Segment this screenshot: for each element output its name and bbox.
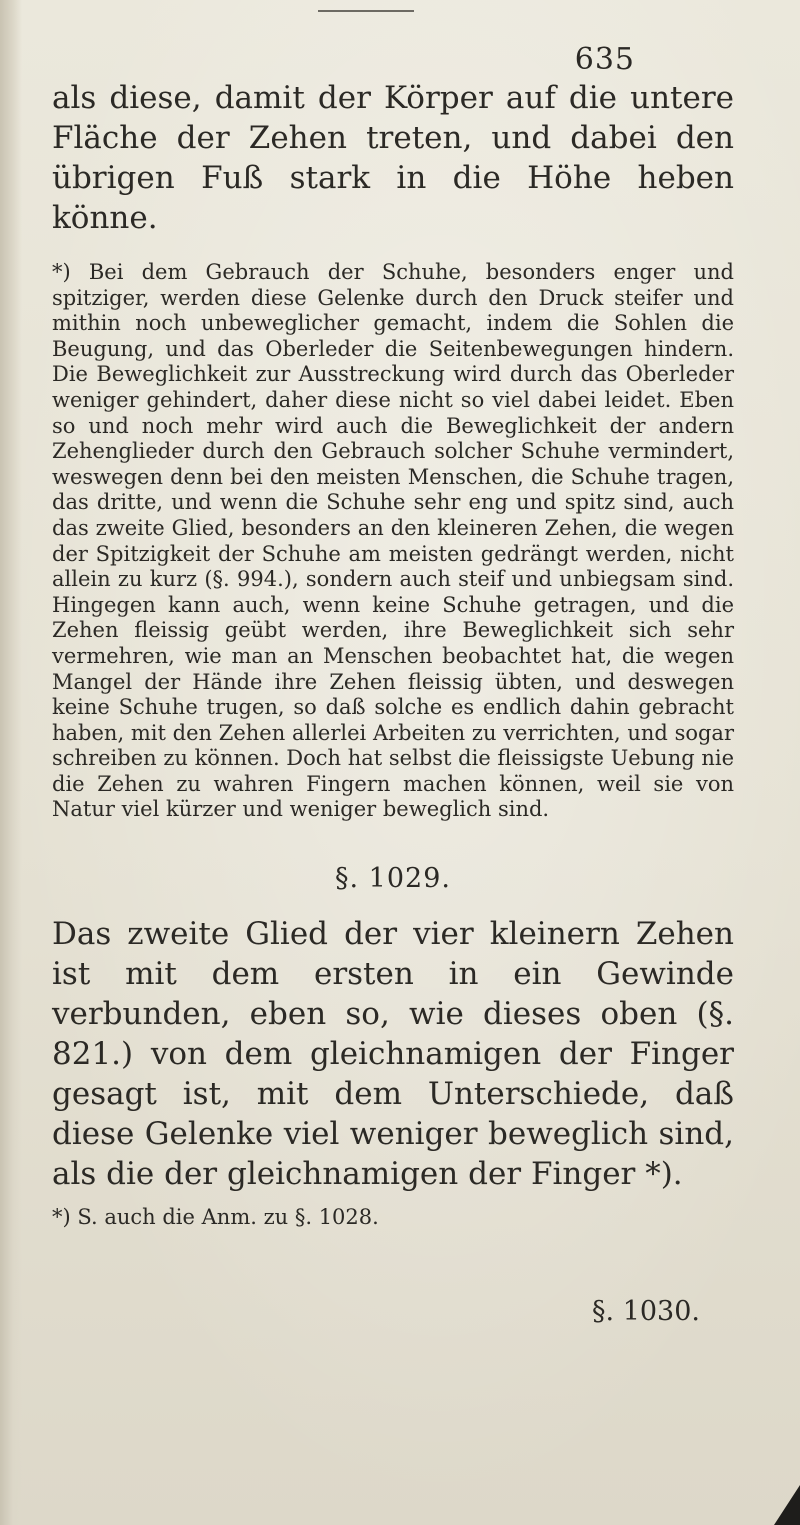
header-rule: [318, 10, 414, 12]
corner-mark: [774, 1485, 800, 1525]
page-binding-edge: [0, 0, 22, 1525]
paragraph-continuation: als diese, damit der Körper auf die untere Fläche der Zehen treten, und dabei den übrigen Fuß stark in die Höhe heben könne.: [52, 80, 734, 236]
footnote-shoes: *) Bei dem Gebrauch der Schuhe, besonders enger und spitziger, werden diese Gelenke durch den Druck steifer und mithin noch unbeweglicher gemacht, indem die Sohlen die Beugung, und das Oberleder die Seitenbewegungen hindern. Die Beweglichkeit zur Ausstreckung wird durch das Oberleder weniger gehindert, daher diese nicht so viel dabei leidet. Eben so und noch mehr wird auch die Beweglichkeit der andern Zehenglieder durch den Gebrauch solcher Schuhe vermindert, weswegen denn bei den meisten Menschen, die Schuhe tragen, das dritte, und wenn die Schuhe sehr eng und spitz sind, auch das zweite Glied, besonders an den kleineren Zehen, die wegen der Spitzigkeit der Schuhe am meisten gedrängt werden, nicht allein zu kurz (§. 994.), sondern auch steif und unbiegsam sind. Hingegen kann auch, wenn keine Schuhe getragen, und die Zehen fleissig geübt werden, ihre Beweglichkeit sich sehr vermehren, wie man an Menschen beobachtet hat, die wegen Mangel der Hände ihre Zehen fleissig übten, und deswegen keine Schuhe trugen, so daß solche es endlich dahin gebracht haben, mit den Zehen allerlei Arbeiten zu verrichten, und sogar schreiben zu können. Doch hat selbst die fleissigste Uebung nie die Zehen zu wahren Fingern machen können, weil sie von Natur viel kürzer und weniger beweglich sind.: [52, 260, 735, 822]
footnote-reference: *) S. auch die Anm. zu §. 1028.: [52, 1205, 379, 1230]
text-block: [52, 78, 734, 1230]
paragraph-second-joint: Das zweite Glied der vier kleinern Zehen ist mit dem ersten in ein Gewinde verbunden, eben so, wie dieses oben (§. 821.) von dem gleichnamigen der Finger gesagt ist, mit dem Unterschiede, daß diese Gelenke viel weniger beweglich sind, als die der gleichnamigen der Finger *).: [52, 916, 734, 1193]
section-heading: §. 1029.: [335, 863, 451, 895]
catchword: §. 1030.: [592, 1296, 700, 1327]
page-number: 635: [574, 42, 635, 77]
